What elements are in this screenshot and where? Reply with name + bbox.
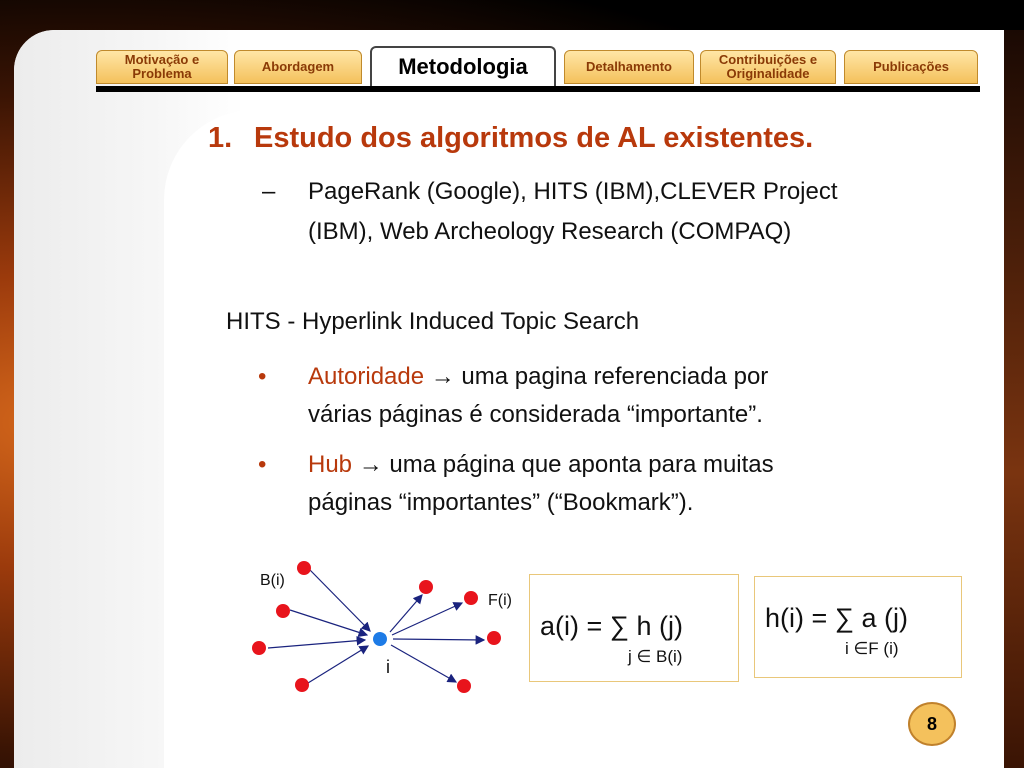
edge-in	[308, 646, 368, 683]
tab-motivacao[interactable]: Motivação e Problema	[96, 50, 228, 84]
label-i: i	[386, 657, 390, 677]
node-out	[419, 580, 433, 594]
bullet-line-2: páginas “importantes” (“Bookmark”).	[308, 489, 694, 516]
formula-authority: a(i) = ∑ h (j)	[540, 611, 684, 641]
tab-metodologia[interactable]: Metodologia	[370, 46, 556, 86]
bullet-marker: •	[258, 363, 267, 390]
subitem	[262, 172, 962, 252]
node-out	[464, 591, 478, 605]
bullet-text: uma pagina referenciada por	[454, 363, 769, 390]
node-out	[487, 631, 501, 645]
node-center	[373, 632, 387, 646]
edge-out	[391, 645, 456, 682]
heading-number: 1.	[208, 122, 233, 154]
term-hub: Hub	[308, 451, 353, 478]
tab-publicacoes[interactable]: Publicações	[844, 50, 978, 84]
label-b-i: B(i)	[260, 572, 285, 589]
edge-in	[290, 610, 367, 635]
edge-in	[310, 570, 370, 631]
node-in	[252, 641, 266, 655]
formula-authority-box	[529, 574, 739, 682]
node-in	[297, 561, 311, 575]
hits-title: HITS - Hyperlink Induced Topic Search	[226, 308, 640, 335]
tab-bar	[96, 50, 980, 88]
subitem-line-2: (IBM), Web Archeology Research (COMPAQ)	[308, 218, 792, 245]
hits-graph-diagram	[240, 555, 530, 695]
arrow-icon: →	[358, 451, 383, 478]
node-in	[276, 604, 290, 618]
bullet-autoridade	[258, 358, 898, 434]
formula-authority-index: j ∈ B(i)	[628, 647, 683, 666]
edge-out	[392, 603, 462, 635]
formula-hub-box	[754, 576, 962, 678]
bullet-marker: •	[258, 451, 267, 478]
label-f-i: F(i)	[488, 592, 512, 609]
node-out	[457, 679, 471, 693]
tab-underline	[96, 86, 980, 92]
formula-hub-index: i ∈F (i)	[845, 639, 899, 658]
section-heading	[208, 122, 968, 155]
edge-out	[393, 639, 484, 640]
heading-text: Estudo dos algoritmos de AL existentes.	[254, 122, 814, 154]
bullet-line-2: várias páginas é considerada “importante”.	[308, 401, 763, 428]
term-autoridade: Autoridade	[308, 363, 425, 390]
bullet-line-1	[308, 446, 898, 484]
tab-contribuicoes[interactable]: Contribuições e Originalidade	[700, 50, 836, 84]
tab-detalhamento[interactable]: Detalhamento	[564, 50, 694, 84]
graph-nodes	[252, 561, 501, 693]
edge-out	[390, 595, 422, 632]
edge-in	[268, 640, 365, 648]
arrow-icon: →	[430, 363, 455, 390]
node-in	[295, 678, 309, 692]
bullet-hub	[258, 446, 898, 522]
page-number: 8	[908, 702, 956, 746]
tab-abordagem[interactable]: Abordagem	[234, 50, 362, 84]
bullet-text: uma página que aponta para muitas	[382, 451, 774, 478]
formula-hub: h(i) = ∑ a (j)	[765, 603, 909, 633]
bullet-line-1	[308, 358, 898, 396]
subitem-marker: –	[262, 178, 276, 205]
subitem-line-1: PageRank (Google), HITS (IBM),CLEVER Project	[308, 178, 838, 205]
